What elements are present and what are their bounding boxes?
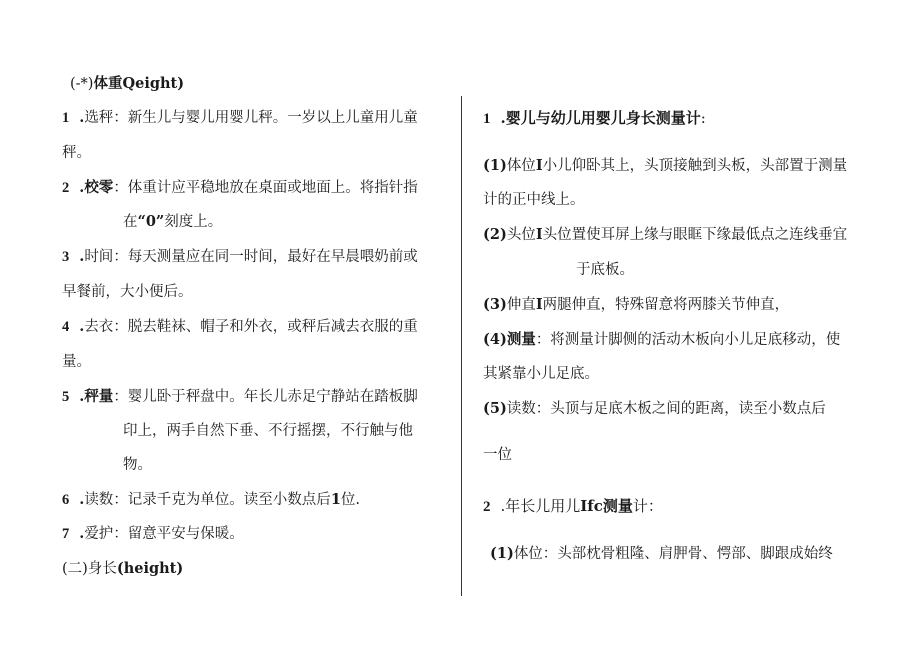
list-item-3-cont: 早餐前，大小便后。 [62,284,193,300]
step-5-cont: 一位 [483,447,512,463]
list-item-1-cont: 秤。 [62,145,91,161]
list-item-5: 5 .秤量：婴儿卧于秤盘中。年长儿赤足宁静站在踏板脚 [62,388,418,405]
list-item-2-cont: 在“0”刻度上。 [123,213,223,230]
list-item-1: 1 .选秤：新生儿与婴儿用婴儿秤。一岁以上儿童用儿童 [62,109,418,126]
section-title-weight: (-*)体重Qeight) [70,75,185,92]
step-5: (5)读数：头顶与足底木板之间的距离，读至小数点后 [483,400,826,417]
step-4-cont: 其紧靠小儿足底。 [483,366,599,382]
step-3: (3)伸直I两腿伸直，特殊留意将两膝关节伸直， [483,296,790,313]
older-step-1: (1)体位：头部枕骨粗隆、肩胛骨、愕部、脚跟成始终 [490,545,833,562]
step-1: (1)体位I小儿仰卧其上，头顶接触到头板，头部置于测量 [483,157,848,174]
list-item-6: 6 .读数：记录千克为单位。读至小数点后1位. [62,491,361,508]
step-4: (4)测量：将测量计脚侧的活动木板向小儿足底移动，使 [483,331,841,348]
list-item-5-cont2: 物。 [123,457,152,473]
column-divider [461,96,462,596]
list-item-4: 4 .去衣：脱去鞋袜、帽子和外衣，或秤后减去衣服的重 [62,318,418,335]
list-item-7: 7 .爱护：留意平安与保暖。 [62,525,244,542]
list-item-5-cont: 印上，两手自然下垂、不行摇摆，不行触与他 [123,423,413,439]
list-item-2: 2 .校零：体重计应平稳地放在桌面或地面上。将指针指 [62,179,418,196]
list-item-4-cont: 量。 [62,354,91,370]
section-title-height: (二)身长(height) [62,560,184,577]
heading-older-child-measure: 2 .年长儿用儿Ifc测量计： [483,497,663,515]
step-2: (2)头位I头位置使耳屏上缘与眼眶下缘最低点之连线垂宜 [483,226,848,243]
step-2-cont: 于底板。 [576,262,634,278]
heading-infant-measure: 1 .婴儿与幼儿用婴儿身长测量计: [483,109,706,127]
step-1-cont: 计的正中线上。 [483,192,585,208]
list-item-3: 3 .时间：每天测量应在同一时间，最好在早晨喂奶前或 [62,248,418,265]
